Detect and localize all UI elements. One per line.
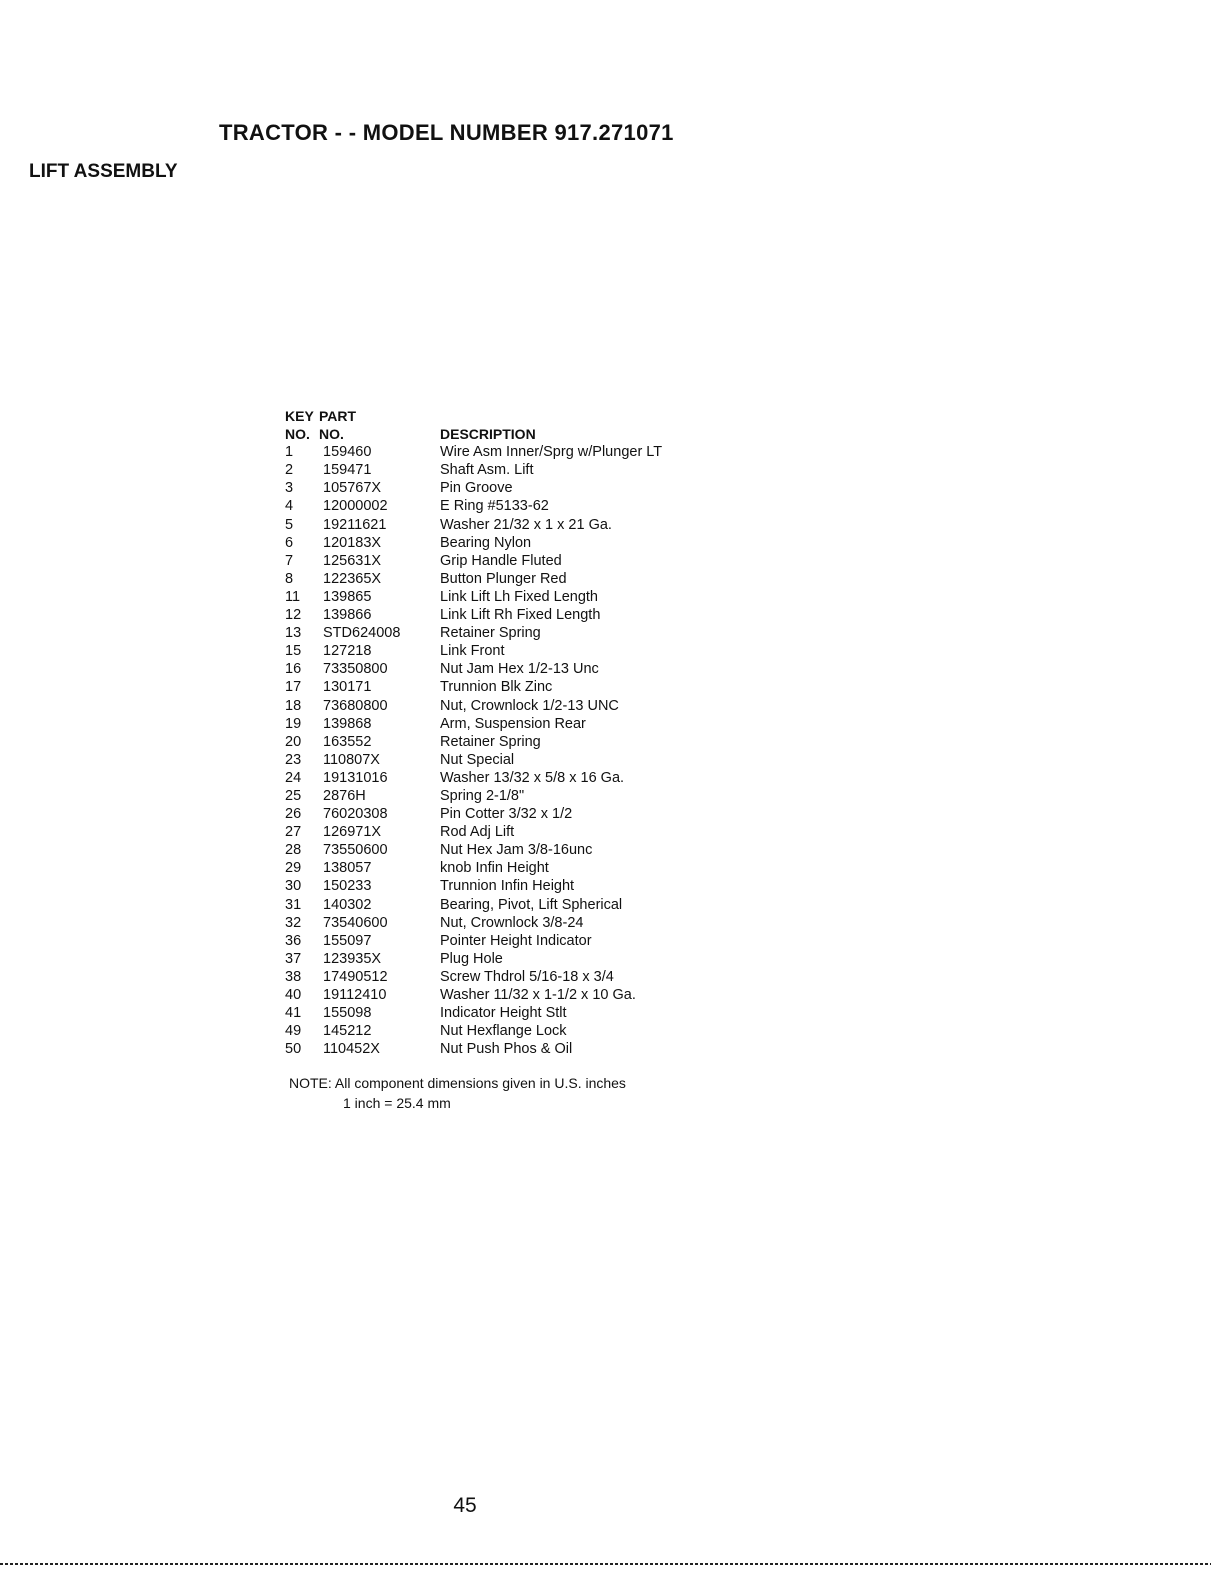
part-number: 76020308 <box>323 806 388 823</box>
table-row <box>285 950 662 968</box>
table-row <box>285 1022 662 1040</box>
key-number: 15 <box>285 643 302 660</box>
key-number: 27 <box>285 824 302 841</box>
key-number: 38 <box>285 968 302 985</box>
key-number: 13 <box>285 625 302 642</box>
key-number: 5 <box>285 516 294 533</box>
part-description: Screw Thdrol 5/16-18 x 3/4 <box>440 968 614 985</box>
part-number: 73540600 <box>323 914 388 931</box>
key-number: 17 <box>285 679 302 696</box>
part-description: Rod Adj Lift <box>440 824 515 841</box>
key-number: 2 <box>285 462 294 479</box>
note-line-2: 1 inch = 25.4 mm <box>343 1095 451 1111</box>
table-header-bottom <box>285 425 662 443</box>
part-description: Grip Handle Fluted <box>440 552 562 569</box>
key-number: 30 <box>285 878 302 895</box>
table-row <box>285 823 662 841</box>
key-number: 8 <box>285 570 294 587</box>
table-row <box>285 715 662 733</box>
part-number: 19211621 <box>323 516 387 533</box>
part-description: Bearing, Pivot, Lift Spherical <box>440 896 623 913</box>
table-row <box>285 986 662 1004</box>
part-description: Retainer Spring <box>440 625 541 642</box>
key-number: 19 <box>285 715 302 732</box>
table-row <box>285 1040 662 1058</box>
key-number: 26 <box>285 806 302 823</box>
key-number: 50 <box>285 1041 302 1058</box>
part-description: Nut Push Phos & Oil <box>440 1041 573 1058</box>
dimension-note <box>289 1073 626 1113</box>
key-number: 4 <box>285 498 294 515</box>
part-number: 155097 <box>323 932 372 949</box>
key-number: 20 <box>285 733 302 750</box>
bottom-rule <box>0 1563 1211 1565</box>
part-number: 159471 <box>323 462 372 479</box>
part-description: Nut Hexflange Lock <box>440 1023 567 1040</box>
table-row <box>285 443 662 461</box>
table-row <box>285 932 662 950</box>
key-number: 37 <box>285 950 302 967</box>
table-row <box>285 733 662 751</box>
part-number: 12000002 <box>323 498 388 515</box>
key-number: 12 <box>285 607 302 624</box>
table-row <box>285 841 662 859</box>
part-number: 139866 <box>323 607 372 624</box>
part-number: 159460 <box>323 444 372 461</box>
key-number: 29 <box>285 860 302 877</box>
header-description: DESCRIPTION <box>440 426 536 443</box>
part-number: 127218 <box>323 643 372 660</box>
table-row <box>285 1004 662 1022</box>
table-row <box>285 588 662 606</box>
table-row <box>285 751 662 769</box>
part-number: 73350800 <box>323 661 388 678</box>
part-description: Link Lift Lh Fixed Length <box>440 588 598 605</box>
part-number: 163552 <box>323 733 372 750</box>
part-number: 155098 <box>323 1005 372 1022</box>
table-row <box>285 479 662 497</box>
header-part-no: NO. <box>319 426 344 443</box>
part-number: 110452X <box>323 1041 380 1058</box>
part-number: 122365X <box>323 570 382 587</box>
table-row <box>285 660 662 678</box>
header-key-no: NO. <box>285 426 310 443</box>
part-description: Nut Special <box>440 751 515 768</box>
key-number: 32 <box>285 914 302 931</box>
part-number: 138057 <box>323 860 372 877</box>
table-row <box>285 787 662 805</box>
part-description: Nut, Crownlock 1/2-13 UNC <box>440 697 619 714</box>
parts-list <box>285 407 662 1058</box>
part-description: Shaft Asm. Lift <box>440 462 534 479</box>
part-description: Nut Hex Jam 3/8-16unc <box>440 842 593 859</box>
key-number: 3 <box>285 480 294 497</box>
part-description: Pin Groove <box>440 480 513 497</box>
key-number: 25 <box>285 787 302 804</box>
part-description: Trunnion Blk Zinc <box>440 679 553 696</box>
part-description: Wire Asm Inner/Sprg w/Plunger LT <box>440 444 663 461</box>
key-number: 1 <box>285 444 294 461</box>
key-number: 49 <box>285 1023 302 1040</box>
table-row <box>285 859 662 877</box>
table-row <box>285 552 662 570</box>
part-number: 140302 <box>323 896 372 913</box>
table-row <box>285 570 662 588</box>
table-row <box>285 678 662 696</box>
part-number: 17490512 <box>323 968 388 985</box>
part-number: 126971X <box>323 824 382 841</box>
section-title: LIFT ASSEMBLY <box>29 161 178 182</box>
key-number: 41 <box>285 1005 302 1022</box>
table-row <box>285 877 662 895</box>
part-number: 73550600 <box>323 842 388 859</box>
part-number: 150233 <box>323 878 372 895</box>
key-number: 23 <box>285 751 302 768</box>
table-row <box>285 805 662 823</box>
table-row <box>285 642 662 660</box>
part-description: Washer 11/32 x 1-1/2 x 10 Ga. <box>440 987 636 1003</box>
part-description: Indicator Height Stlt <box>440 1005 567 1022</box>
part-number: 110807X <box>323 751 380 768</box>
part-description: Plug Hole <box>440 950 503 967</box>
part-number: STD624008 <box>323 625 401 642</box>
parts-rows <box>285 443 662 1058</box>
part-description: Arm, Suspension Rear <box>440 715 586 732</box>
key-number: 6 <box>285 534 294 551</box>
part-description: Spring 2-1/8" <box>440 787 525 804</box>
part-description: Button Plunger Red <box>440 570 567 587</box>
part-description: Washer 13/32 x 5/8 x 16 Ga. <box>440 769 625 786</box>
part-number: 130171 <box>323 679 372 696</box>
part-number: 19112410 <box>323 987 387 1003</box>
table-row <box>285 896 662 914</box>
part-description: Bearing Nylon <box>440 534 532 551</box>
table-row <box>285 697 662 715</box>
part-number: 19131016 <box>323 769 388 786</box>
part-description: knob Infin Height <box>440 860 549 877</box>
part-description: Nut, Crownlock 3/8-24 <box>440 914 584 931</box>
key-number: 11 <box>285 588 301 605</box>
part-description: Link Lift Rh Fixed Length <box>440 607 601 624</box>
table-row <box>285 516 662 534</box>
part-description: Retainer Spring <box>440 733 541 750</box>
part-description: Trunnion Infin Height <box>440 878 575 895</box>
part-number: 139868 <box>323 715 372 732</box>
page-number: 45 <box>453 1494 477 1517</box>
key-number: 18 <box>285 697 302 714</box>
table-header-top <box>285 407 662 425</box>
table-row <box>285 624 662 642</box>
table-row <box>285 497 662 515</box>
part-description: Pointer Height Indicator <box>440 932 592 949</box>
note-line-1: NOTE: All component dimensions given in U.S. inches <box>289 1075 626 1091</box>
header-part: PART <box>319 408 357 424</box>
part-number: 123935X <box>323 950 382 967</box>
part-number: 120183X <box>323 534 382 551</box>
part-description: Washer 21/32 x 1 x 21 Ga. <box>440 516 612 533</box>
table-row <box>285 769 662 787</box>
key-number: 24 <box>285 769 302 786</box>
page-title: TRACTOR - - MODEL NUMBER 917.271071 <box>219 120 674 145</box>
part-description: Nut Jam Hex 1/2-13 Unc <box>440 661 599 678</box>
key-number: 28 <box>285 842 302 859</box>
part-description: Link Front <box>440 643 505 660</box>
part-description: E Ring #5133-62 <box>440 498 549 515</box>
part-number: 145212 <box>323 1023 372 1040</box>
table-row <box>285 534 662 552</box>
table-row <box>285 968 662 986</box>
part-description: Pin Cotter 3/32 x 1/2 <box>440 806 573 823</box>
key-number: 7 <box>285 552 294 569</box>
part-number: 139865 <box>323 588 372 605</box>
part-number: 2876H <box>323 787 366 804</box>
table-row <box>285 606 662 624</box>
key-number: 36 <box>285 932 302 949</box>
part-number: 125631X <box>323 552 382 569</box>
header-key: KEY <box>285 408 314 424</box>
table-row <box>285 461 662 479</box>
key-number: 16 <box>285 661 302 678</box>
part-number: 105767X <box>323 480 382 497</box>
part-number: 73680800 <box>323 697 388 714</box>
key-number: 31 <box>285 896 302 913</box>
key-number: 40 <box>285 987 302 1003</box>
table-row <box>285 914 662 932</box>
